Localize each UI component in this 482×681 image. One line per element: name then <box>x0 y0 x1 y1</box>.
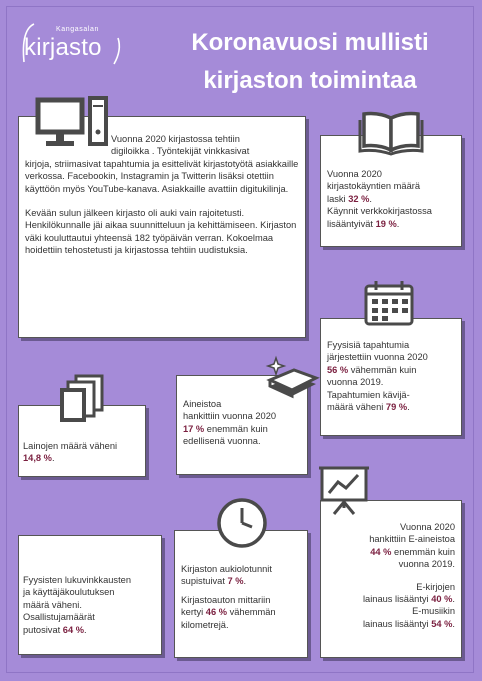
ematerials-line-5: E-kirjojen <box>416 581 455 592</box>
ematerials-line-8 <box>321 618 455 630</box>
materials-line-2: hankittiin vuonna 2020 <box>183 411 277 422</box>
hours-line-2 <box>181 575 307 587</box>
ematerials-card <box>320 500 462 658</box>
events-line-4: vuonna 2019. <box>327 377 384 388</box>
reading-card <box>18 535 162 655</box>
materials-line-4: edellisenä vuonna. <box>183 436 261 447</box>
main-p1-line1: Vuonna 2020 kirjastossa tehtiin <box>111 134 240 144</box>
hours-text-b: . <box>243 576 247 587</box>
main-p2: Kevään sulun jälkeen kirjasto oli auki vain rajoitetusti. Henkilökunnalle jäi aikaa suunnitteluun ja kehittämiseen. Kirjaston väki kouluttautui yhteensä 182 työpäivän verran. Kokoelmaa hoidettiin tehostetusti ja kirjastossa tehtiin uudistuksia. <box>25 208 297 256</box>
page-title <box>150 24 470 100</box>
events-line-5: Tapahtumien kävijä- <box>327 389 410 400</box>
visits-text-b: . <box>369 193 372 204</box>
library-logo <box>18 20 128 68</box>
ematerials-value-1: 44 % <box>370 546 392 557</box>
hours-text-c: kertyi <box>181 607 206 618</box>
visits-line-1: Vuonna 2020 <box>327 169 382 179</box>
hours-line-3: Kirjastoauton mittariin <box>181 594 271 605</box>
hours-text-d: vähemmän <box>227 607 276 618</box>
reading-line-2: ja käyttäjäkoulutuksen <box>23 587 115 598</box>
sparkle-book-icon <box>262 350 322 402</box>
title-line-2: kirjaston toimintaa <box>203 67 417 94</box>
clock-icon <box>214 495 270 551</box>
loans-value-1: 14,8 % <box>23 453 52 464</box>
visits-text-a: laski <box>327 193 349 204</box>
visits-text-d: . <box>396 218 400 229</box>
events-card <box>320 318 462 436</box>
events-text-a: vähemmän kuin <box>348 364 417 375</box>
visits-value-1: 32 % <box>348 193 370 204</box>
logo-big-text: kirjasto <box>24 34 102 61</box>
visits-line-4: Käynnit verkkokirjastossa <box>327 206 432 217</box>
materials-text-a: enemmän kuin <box>204 423 268 434</box>
events-text-c: . <box>407 402 410 413</box>
ematerials-line-1: Vuonna 2020 <box>400 522 455 532</box>
hours-value-2: 46 % <box>205 607 227 618</box>
hours-line-4 <box>181 606 307 618</box>
loans-line-2 <box>23 452 145 464</box>
reading-text-b: . <box>84 624 87 635</box>
events-line-3 <box>327 364 459 376</box>
computer-icon <box>28 96 112 156</box>
events-value-2: 79 % <box>385 402 408 413</box>
materials-line-1: Aineistoa <box>183 399 222 409</box>
main-p1-rest: kirjoja, striimasivat tapahtumia ja esittelivät kirjastotyötä asiakkaille verkossa. Facebookin, Instagramin ja Twitterin lisäksi otettiin käyttöön myös YouTube-kanava. Asiakkaille avattiin digitukilinja. <box>25 158 299 194</box>
reading-line-5 <box>23 624 161 636</box>
reading-text-a: putosivat <box>23 624 63 635</box>
hours-value-1: 7 % <box>227 576 244 587</box>
main-p1-line2: digiloikka . Työntekijät vinkkasivat <box>111 146 250 157</box>
reading-value-1: 64 % <box>62 624 84 635</box>
reading-line-4: Osallistujamäärät <box>23 612 95 623</box>
ematerials-value-3: 54 % <box>431 618 453 629</box>
reading-line-1: Fyysisten lukuvinkkausten <box>23 575 131 585</box>
materials-line-3 <box>183 423 307 435</box>
visits-text-c: lisääntyivät <box>327 218 376 229</box>
hours-line-5: kilometrejä. <box>181 619 229 630</box>
events-line-1: Fyysisiä tapahtumia <box>327 340 410 350</box>
ematerials-line-2: hankittiin E-aineistoa <box>369 534 455 545</box>
loans-line-1: Lainojen määrä väheni <box>23 441 118 451</box>
materials-value-1: 17 % <box>183 423 205 434</box>
title-line-1: Koronavuosi mullisti <box>191 29 429 56</box>
hours-line-1: Kirjaston aukiolotunnit <box>181 564 272 574</box>
chart-board-icon <box>316 462 372 518</box>
ematerials-text-c: . <box>452 594 455 605</box>
logo-small-text: Kangasalan <box>56 26 99 33</box>
ematerials-line-7: E-musiikin <box>412 606 455 617</box>
calendar-icon <box>362 280 416 326</box>
visits-line-5 <box>327 218 459 230</box>
events-line-2: järjestettiin vuonna 2020 <box>327 352 428 363</box>
ematerials-text-e: . <box>452 618 455 629</box>
books-stack-icon <box>56 372 112 424</box>
events-text-b: määrä väheni <box>327 402 386 413</box>
reading-line-3: määrä väheni. <box>23 599 82 610</box>
open-book-icon <box>356 108 426 156</box>
events-value-1: 56 % <box>327 364 349 375</box>
events-line-6 <box>327 401 459 413</box>
visits-line-3 <box>327 193 459 205</box>
ematerials-line-6 <box>321 593 455 605</box>
ematerials-line-4: vuonna 2019. <box>398 559 455 570</box>
ematerials-value-2: 40 % <box>431 594 453 605</box>
ematerials-line-3 <box>321 546 455 558</box>
loans-text-a: . <box>51 453 55 464</box>
ematerials-text-a: enemmän kuin <box>391 546 455 557</box>
hours-text-a: supistuivat <box>181 576 228 587</box>
ematerials-text-b: lainaus lisääntyi <box>362 594 432 605</box>
visits-line-2: kirjastokäyntien määrä <box>327 181 421 192</box>
visits-value-2: 19 % <box>375 218 397 229</box>
ematerials-text-d: lainaus lisääntyi <box>362 618 432 629</box>
